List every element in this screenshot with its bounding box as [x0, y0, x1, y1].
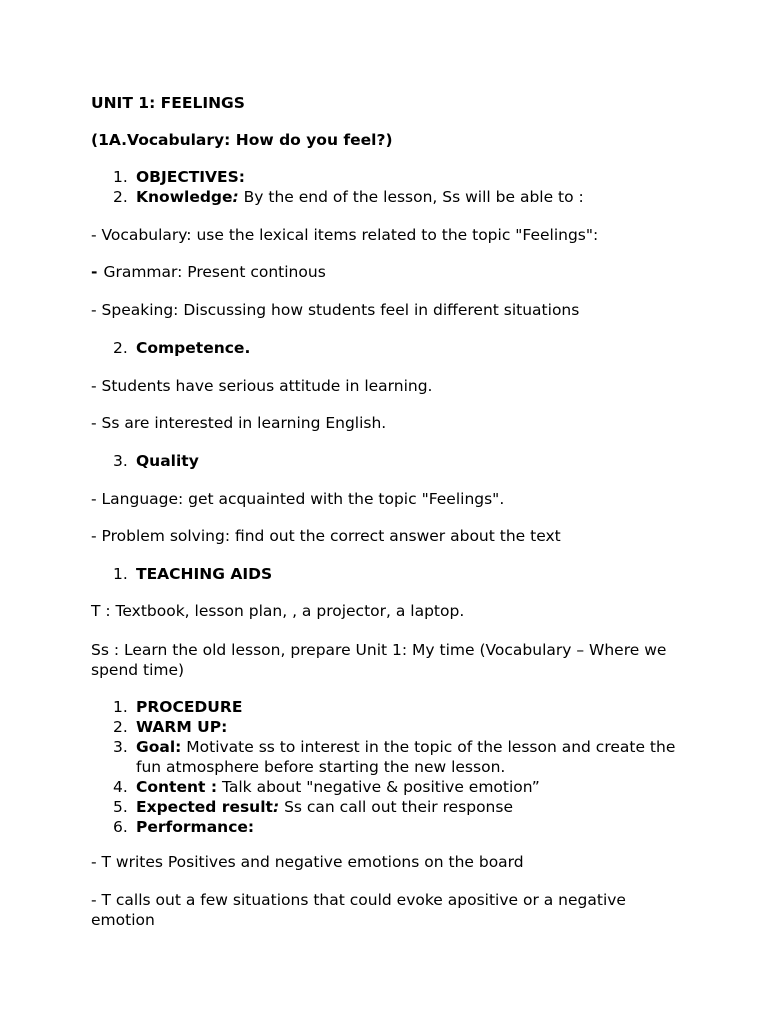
list-item [91, 338, 691, 358]
content-label: Content : [136, 778, 218, 796]
grammar-dash: - [91, 263, 98, 281]
teacher-aids-line: T : Textbook, lesson plan, , a projector, a laptop. [91, 602, 465, 620]
performance-line: - T calls out a few situations that could evoke apositive or a negative emotion [91, 891, 626, 929]
list-number: 2. [113, 718, 128, 736]
goal-label: Goal: [136, 738, 182, 756]
quality-line: - Language: get acquainted with the topic "Feelings". [91, 490, 505, 508]
speaking-line: - Speaking: Discussing how students feel in different situations [91, 301, 580, 319]
unit-title: UNIT 1: FEELINGS [91, 94, 245, 112]
list-number: 3. [113, 452, 128, 470]
vocabulary-line: - Vocabulary: use the lexical items related to the topic "Feelings": [91, 226, 599, 244]
lesson-subtitle: (1A.Vocabulary: How do you feel?) [91, 131, 393, 149]
warm-up-heading: WARM UP: [136, 718, 228, 736]
list-number: 2. [113, 339, 128, 357]
list-item [91, 167, 691, 187]
knowledge-colon: : [232, 188, 239, 206]
expected-result-text: Ss can call out their response [279, 798, 513, 816]
list-number: 2. [113, 188, 128, 206]
list-item [91, 717, 691, 737]
procedure-heading: PROCEDURE [136, 698, 243, 716]
list-number: 6. [113, 818, 128, 836]
list-number: 3. [113, 738, 128, 756]
grammar-line [91, 262, 326, 282]
quality-line: - Problem solving: find out the correct answer about the text [91, 527, 561, 545]
quality-heading: Quality [136, 452, 199, 470]
performance-heading: Performance: [136, 818, 255, 836]
knowledge-heading: Knowledge [136, 188, 233, 206]
list-number: 1. [113, 565, 128, 583]
competence-line: - Students have serious attitude in learning. [91, 377, 433, 395]
grammar-text: Grammar: Present continous [103, 263, 326, 281]
teaching-aids-list [91, 564, 691, 584]
expected-result-label: Expected result [136, 798, 273, 816]
knowledge-text: By the end of the lesson, Ss will be able to : [238, 188, 584, 206]
goal-text: Motivate ss to interest in the topic of the lesson and create the fun atmosphere before starting the new lesson. [136, 738, 676, 776]
competence-line: - Ss are interested in learning English. [91, 414, 387, 432]
content-text: Talk about "negative & positive emotion” [217, 778, 540, 796]
list-item [91, 817, 691, 837]
list-item [91, 737, 691, 777]
list-item [91, 564, 691, 584]
objectives-heading: OBJECTIVES: [136, 168, 246, 186]
quality-list [91, 451, 691, 471]
list-number: 4. [113, 778, 128, 796]
list-item [91, 797, 691, 817]
list-number: 1. [113, 168, 128, 186]
expected-result-colon: : [272, 798, 280, 816]
list-item [91, 777, 691, 797]
list-item [91, 451, 691, 471]
list-number: 5. [113, 798, 128, 816]
objectives-list [91, 167, 691, 207]
teaching-aids-heading: TEACHING AIDS [136, 565, 273, 583]
list-item [91, 697, 691, 717]
list-number: 1. [113, 698, 128, 716]
competence-list [91, 338, 691, 358]
list-item [91, 187, 691, 207]
students-aids-line: Ss : Learn the old lesson, prepare Unit 1: My time (Vocabulary – Where we spend time) [91, 641, 667, 679]
performance-line: - T writes Positives and negative emotions on the board [91, 853, 524, 871]
procedure-list [91, 697, 691, 837]
competence-heading: Competence. [136, 339, 251, 357]
